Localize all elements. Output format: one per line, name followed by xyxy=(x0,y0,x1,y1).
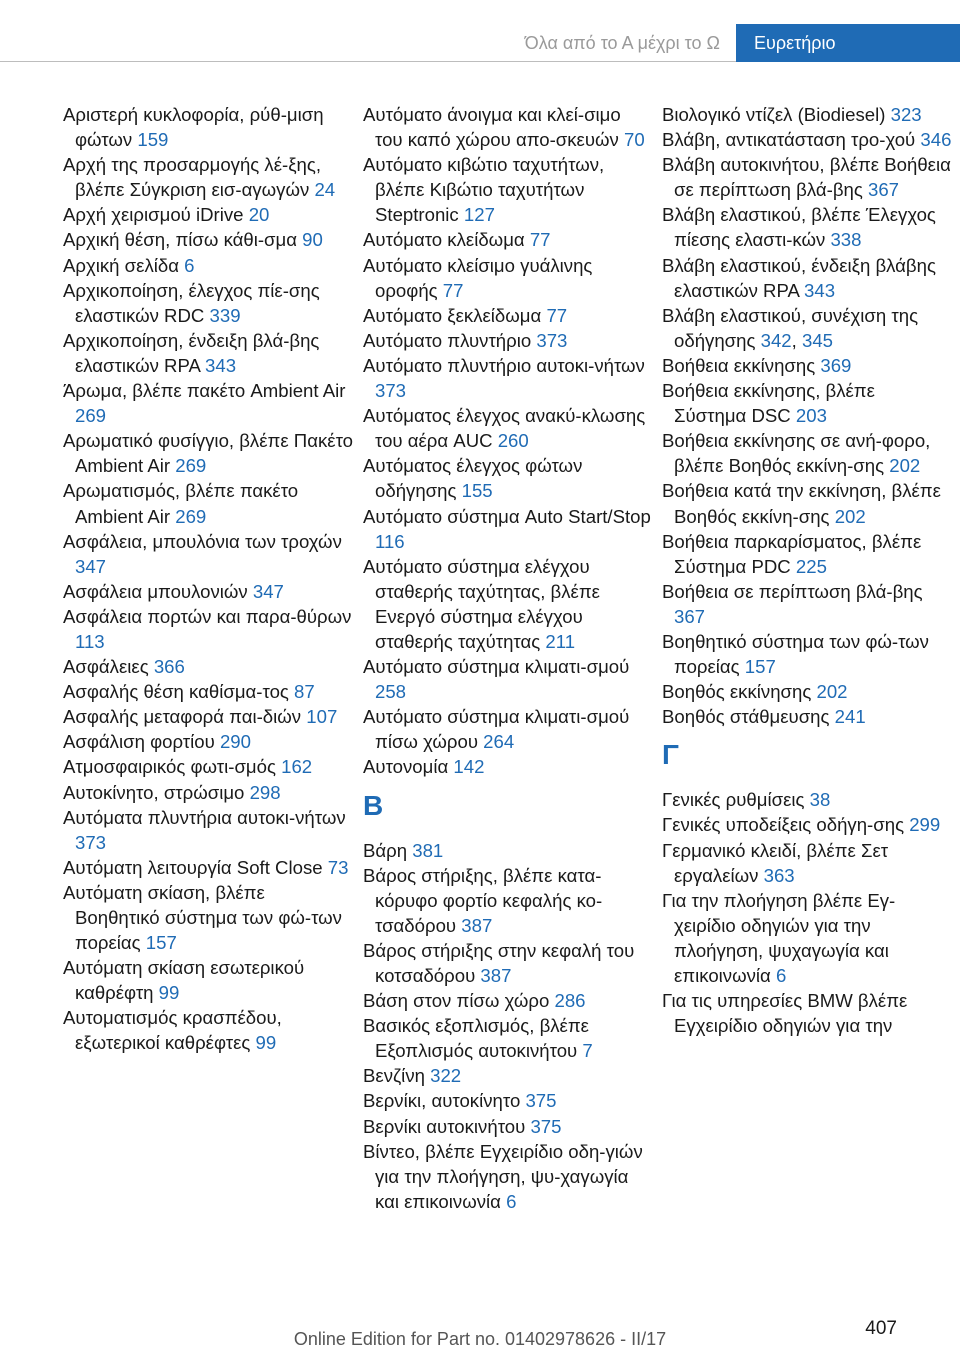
entry-text: Αυτόματο σύστημα ελέγχου σταθερής ταχύτητας, βλέπε Ενεργό σύστημα ελέγχου σταθερής ταχύτητας xyxy=(363,555,600,652)
entry-text: Για τις υπηρεσίες BMW βλέπε Εγχειρίδιο οδηγιών για την xyxy=(662,990,908,1037)
page-link[interactable]: 38 xyxy=(809,789,831,811)
entry-text: Βοήθεια σε περίπτωση βλά‐βης xyxy=(662,580,923,602)
entry-text: Βοήθεια κατά την εκκίνηση, βλέπε Βοηθός εκκίνη‐σης xyxy=(662,480,941,527)
entry-text: Βίντεο, βλέπε Εγχειρίδιο οδη‐γιών για την πλοήγηση, ψυ‐χαγωγία και επικοινωνία xyxy=(363,1140,643,1212)
page-link[interactable]: 127 xyxy=(463,204,495,226)
page-link[interactable]: 269 xyxy=(75,405,107,427)
page-link[interactable]: 338 xyxy=(830,229,862,251)
page-link[interactable]: 203 xyxy=(795,405,827,427)
entry-separator: , xyxy=(791,329,802,351)
page-link[interactable]: 6 xyxy=(184,254,195,276)
page-link[interactable]: 116 xyxy=(375,530,405,552)
entry-text: Ασφάλεια μπουλονιών xyxy=(63,580,253,602)
entry-text: Βλάβη, αντικατάσταση τρο‐χού xyxy=(662,129,921,151)
entry-text: Ασφαλής μεταφορά παι‐διών xyxy=(63,706,307,728)
entry-text: Αυτόματο άνοιγμα και κλεί‐σιμο του καπό χώρου απο‐σκευών xyxy=(363,104,624,151)
page-link[interactable]: 375 xyxy=(530,1115,562,1137)
page-link[interactable]: 375 xyxy=(525,1090,557,1112)
index-entry xyxy=(662,353,952,378)
index-entry xyxy=(662,428,952,478)
page-link[interactable]: 286 xyxy=(554,990,586,1012)
entry-text: Βενζίνη xyxy=(363,1065,431,1087)
index-entry xyxy=(363,303,653,328)
page-link[interactable]: 342 xyxy=(760,329,792,351)
page-link[interactable]: 343 xyxy=(804,279,836,301)
index-entry xyxy=(63,253,353,278)
entry-text: Ασφάλεια πορτών και παρα‐θύρων xyxy=(63,605,352,627)
index-entry xyxy=(63,754,353,779)
entry-text: Βερνίκι, αυτοκίνητο xyxy=(363,1090,526,1112)
index-entry xyxy=(363,328,653,353)
page-link[interactable]: 113 xyxy=(75,630,105,652)
page-link[interactable]: 77 xyxy=(442,279,464,301)
page-link[interactable]: 373 xyxy=(375,380,407,402)
index-entry xyxy=(63,202,353,227)
page-link[interactable]: 202 xyxy=(834,505,866,527)
entry-text: Βάρος στήριξης στην κεφαλή του κοτσαδόρου xyxy=(363,939,635,986)
index-column-1 xyxy=(63,102,353,1056)
page-link[interactable]: 77 xyxy=(546,304,568,326)
page-link[interactable]: 241 xyxy=(834,706,866,728)
index-entry xyxy=(662,629,952,679)
entry-text: Αυτόματη λειτουργία Soft Close xyxy=(63,856,328,878)
index-entry xyxy=(363,152,653,227)
breadcrumb[interactable]: Όλα από το Α μέχρι το Ω xyxy=(0,24,736,62)
page-link[interactable]: 346 xyxy=(920,129,952,151)
page-link[interactable]: 225 xyxy=(795,555,827,577)
entry-text: Ατμοσφαιρικός φωτι‐σμός xyxy=(63,756,282,778)
entry-text: Αυτόματο σύστημα κλιματι‐σμού πίσω χώρου xyxy=(363,706,630,753)
page-link[interactable]: 24 xyxy=(314,179,336,201)
index-entry xyxy=(363,838,653,863)
entry-text: Αυτόματο κλείδωμα xyxy=(363,229,530,251)
page-link[interactable]: 369 xyxy=(820,354,852,376)
page-link[interactable]: 90 xyxy=(302,229,323,251)
entry-text: Αυτόματο ξεκλείδωμα xyxy=(363,304,547,326)
index-entry xyxy=(662,787,952,812)
page-link[interactable]: 269 xyxy=(175,505,207,527)
index-entry xyxy=(662,303,952,353)
index-column-2 xyxy=(363,102,653,1214)
entry-text: Βάρη xyxy=(363,839,413,861)
index-entry xyxy=(63,1005,353,1055)
entry-text: Αρωματισμός, βλέπε πακέτο Ambient Air xyxy=(63,480,299,527)
index-entry xyxy=(662,888,952,988)
index-entry xyxy=(363,1114,653,1139)
index-entry xyxy=(662,812,952,837)
page-link[interactable]: 343 xyxy=(205,354,237,376)
entry-text: Αριστερή κυκλοφορία, ρύθ‐μιση φώτων xyxy=(63,104,324,151)
index-entry xyxy=(363,227,653,252)
entry-text: Για την πλοήγηση βλέπε Εγ‐χειρίδιο οδηγιών για την πλοήγηση, ψυχαγωγία και επικοινωνία xyxy=(662,889,896,986)
page-link[interactable]: 77 xyxy=(529,229,551,251)
page-link[interactable]: 290 xyxy=(219,731,251,753)
entry-text: Βοήθεια εκκίνησης σε ανή‐φορο, βλέπε Βοηθός εκκίνη‐σης xyxy=(662,430,931,477)
entry-text: Ασφάλειες xyxy=(63,656,154,678)
entry-text: Γενικές υποδείξεις οδήγη‐σης xyxy=(662,814,910,836)
index-entry xyxy=(63,102,353,152)
index-entry xyxy=(63,227,353,252)
index-entry xyxy=(662,988,952,1038)
index-entry xyxy=(363,403,653,453)
index-entry xyxy=(63,679,353,704)
page-link[interactable]: 323 xyxy=(890,104,922,125)
index-entry xyxy=(363,253,653,303)
entry-text: Αυτόματο πλυντήριο xyxy=(363,329,537,351)
index-entry xyxy=(63,152,353,202)
index-entry xyxy=(63,654,353,679)
page-link[interactable]: 260 xyxy=(497,430,529,452)
section-heading: Γ xyxy=(662,739,679,771)
page-link[interactable]: 367 xyxy=(867,179,900,201)
entry-text: Αυτόματο σύστημα Auto Start/Stop xyxy=(363,505,651,527)
index-entry xyxy=(363,1013,653,1063)
index-entry xyxy=(63,428,353,478)
entry-text: Ασφαλής θέση καθίσμα‐τος xyxy=(63,681,295,703)
footer-edition: Online Edition for Part no. 01402978626 - II/17 xyxy=(293,1329,667,1349)
entry-text: Αρχική σελίδα xyxy=(63,254,185,276)
entry-text: Άρωμα, βλέπε πακέτο Ambient Air xyxy=(63,380,346,402)
entry-text: Αυτόματο κλείσιμο γυάλινης οροφής xyxy=(363,254,593,301)
entry-text: Αυτόματος έλεγχος ανακύ‐κλωσης του αέρα AUC xyxy=(363,405,646,452)
index-entry xyxy=(63,478,353,528)
entry-text: Ασφάλιση φορτίου xyxy=(63,731,220,753)
entry-text: Βοηθητικό σύστημα των φώ‐των πορείας xyxy=(662,630,929,678)
index-entry xyxy=(63,729,353,754)
entry-text: Αυτοματισμός κρασπέδου, εξωτερικοί καθρέφτες xyxy=(63,1007,282,1054)
index-entry xyxy=(363,1139,653,1214)
page-link[interactable]: 107 xyxy=(306,706,338,728)
page-number: 407 xyxy=(865,1318,897,1339)
index-entry xyxy=(63,880,353,955)
page-link[interactable]: 298 xyxy=(249,781,281,803)
entry-text: Αρχική θέση, πίσω κάθι‐σμα xyxy=(63,229,303,251)
entry-text: Βάρος στήριξης, βλέπε κατα‐κόρυφο φορτίο κεφαλής κο‐τσαδόρου xyxy=(363,864,603,936)
page-link[interactable]: 211 xyxy=(545,630,576,652)
page-link[interactable]: 155 xyxy=(461,480,493,502)
page-link[interactable]: 20 xyxy=(248,204,270,226)
section-heading: Β xyxy=(363,789,384,821)
index-entry xyxy=(662,704,952,729)
index-entry xyxy=(363,1088,653,1113)
index-entry xyxy=(63,579,353,604)
page-link[interactable]: 99 xyxy=(255,1032,277,1054)
entry-text: Αυτόματο πλυντήριο αυτοκι‐νήτων xyxy=(363,354,645,376)
page-link[interactable]: 269 xyxy=(175,455,207,477)
entry-text: Βοήθεια εκκίνησης, βλέπε Σύστημα DSC xyxy=(662,380,875,427)
page-link[interactable]: 347 xyxy=(252,580,284,602)
index-entry xyxy=(63,855,353,880)
index-entry xyxy=(662,152,952,202)
tab-index[interactable]: Ευρετήριο xyxy=(736,24,960,62)
index-entry xyxy=(63,378,353,428)
entry-text: Αρχικοποίηση, ένδειξη βλά‐βης ελαστικών RPA xyxy=(63,329,320,376)
index-entry xyxy=(363,353,653,403)
page-link[interactable]: 366 xyxy=(153,656,185,678)
index-entry xyxy=(63,529,353,579)
index-entry xyxy=(63,780,353,805)
page-link[interactable]: 142 xyxy=(453,756,485,778)
entry-text: Βλάβη αυτοκινήτου, βλέπε Βοήθεια σε περίπτωση βλά‐βης xyxy=(662,154,951,201)
index-entry xyxy=(363,654,653,704)
entry-text: Αρχή χειρισμού iDrive xyxy=(63,204,249,226)
entry-text: Βλάβη ελαστικού, συνέχιση της οδήγησης xyxy=(662,304,919,351)
entry-text: Αρχή της προσαρμογής λέ‐ξης, βλέπε Σύγκριση εισ‐αγωγών xyxy=(63,154,321,201)
entry-text: Ασφάλεια, μπουλόνια των τροχών xyxy=(63,530,342,552)
index-entry xyxy=(63,805,353,855)
entry-text: Γενικές ρυθμίσεις xyxy=(662,789,810,811)
page-header xyxy=(0,0,960,62)
entry-text: Αρωματικό φυσίγγιο, βλέπε Πακέτο Ambient Air xyxy=(63,430,353,477)
index-entry xyxy=(363,453,653,503)
index-entry xyxy=(662,478,952,528)
entry-text: Βασικός εξοπλισμός, βλέπε Εξοπλισμός αυτοκινήτου xyxy=(363,1015,589,1062)
page-link[interactable]: 299 xyxy=(909,814,941,836)
index-entry xyxy=(63,955,353,1005)
page-link[interactable]: 339 xyxy=(209,304,241,326)
page-link[interactable]: 70 xyxy=(624,129,645,151)
page-link[interactable]: 157 xyxy=(145,932,177,954)
entry-text: Αυτόματη σκίαση, βλέπε Βοηθητικό σύστημα των φώ‐των πορείας xyxy=(63,881,342,954)
entry-text: Βοήθεια παρκαρίσματος, βλέπε Σύστημα PDC xyxy=(662,530,922,577)
index-entry xyxy=(363,504,653,554)
page-link[interactable]: 387 xyxy=(480,965,512,986)
index-entry xyxy=(63,328,353,378)
index-entry xyxy=(662,838,952,888)
entry-text: Αυτόματη σκίαση εσωτερικού καθρέφτη xyxy=(63,957,305,1004)
page-link[interactable]: 159 xyxy=(137,129,169,151)
index-entry xyxy=(363,704,653,754)
page-link[interactable]: 202 xyxy=(816,681,848,703)
page-link[interactable]: 264 xyxy=(483,731,515,753)
page-link[interactable]: 345 xyxy=(802,329,834,351)
index-entry xyxy=(63,604,353,654)
index-column-3 xyxy=(662,102,952,1038)
entry-text: Βλάβη ελαστικού, βλέπε Έλεγχος πίεσης ελαστι‐κών xyxy=(662,204,936,251)
page-link[interactable]: 363 xyxy=(763,864,795,886)
entry-text: Αυτόματος έλεγχος φώτων οδήγησης xyxy=(363,455,583,502)
page-link[interactable]: 202 xyxy=(889,455,921,477)
page-link[interactable]: 157 xyxy=(744,656,776,678)
entry-text: Βιολογικό ντίζελ (Biodiesel) xyxy=(662,104,891,125)
page-link[interactable]: 373 xyxy=(536,329,568,351)
page-link[interactable]: 381 xyxy=(412,839,444,861)
entry-text: Αυτονομία xyxy=(363,756,454,778)
index-entry xyxy=(363,863,653,938)
index-entry xyxy=(363,754,653,779)
page-link[interactable]: 367 xyxy=(674,605,706,627)
entry-text: Αρχικοποίηση, έλεγχος πίε‐σης ελαστικών RDC xyxy=(63,279,320,326)
index-entry xyxy=(63,278,353,328)
page-link[interactable]: 6 xyxy=(775,965,787,986)
entry-text: Βοηθός στάθμευσης xyxy=(662,706,835,728)
index-entry xyxy=(662,102,952,127)
entry-text: Γερμανικό κλειδί, βλέπε Σετ εργαλείων xyxy=(662,839,889,886)
entry-text: Αυτόματο κιβώτιο ταχυτήτων, βλέπε Κιβώτιο ταχυτήτων Steptronic xyxy=(363,154,605,226)
page-link[interactable]: 258 xyxy=(375,681,407,703)
entry-text: Βερνίκι αυτοκινήτου xyxy=(363,1115,531,1137)
page-link[interactable]: 7 xyxy=(582,1040,593,1062)
entry-text: Βοηθός εκκίνησης xyxy=(662,681,817,703)
entry-text: Βοήθεια εκκίνησης xyxy=(662,354,821,376)
entry-text: Βλάβη ελαστικού, ένδειξη βλάβης ελαστικών RPA xyxy=(662,254,936,301)
entry-text: Αυτοκίνητο, στρώσιμο xyxy=(63,781,250,803)
entry-text: Αυτόματα πλυντήρια αυτοκι‐νήτων xyxy=(63,806,346,828)
index-entry xyxy=(363,938,653,988)
page-link[interactable]: 162 xyxy=(281,756,313,778)
index-entry xyxy=(662,378,952,428)
page-link[interactable]: 322 xyxy=(430,1065,462,1087)
page-link[interactable]: 73 xyxy=(327,856,349,878)
index-entry xyxy=(662,253,952,303)
index-entry xyxy=(363,554,653,654)
index-entry xyxy=(662,127,952,152)
index-entry xyxy=(63,704,353,729)
page-link[interactable]: 87 xyxy=(294,681,315,703)
index-entry xyxy=(662,579,952,629)
entry-text: Αυτόματο σύστημα κλιματι‐σμού xyxy=(363,656,630,678)
index-entry xyxy=(662,529,952,579)
page-link[interactable]: 6 xyxy=(506,1190,517,1212)
index-entry xyxy=(363,988,653,1013)
index-entry xyxy=(662,679,952,704)
page-link[interactable]: 99 xyxy=(158,982,180,1004)
index-entry xyxy=(363,1063,653,1088)
page-link[interactable]: 373 xyxy=(75,831,107,853)
page-link[interactable]: 387 xyxy=(461,914,493,936)
page-link[interactable]: 347 xyxy=(75,555,107,577)
index-entry xyxy=(662,202,952,252)
index-entry xyxy=(363,102,653,152)
entry-text: Βάση στον πίσω χώρο xyxy=(363,990,555,1012)
